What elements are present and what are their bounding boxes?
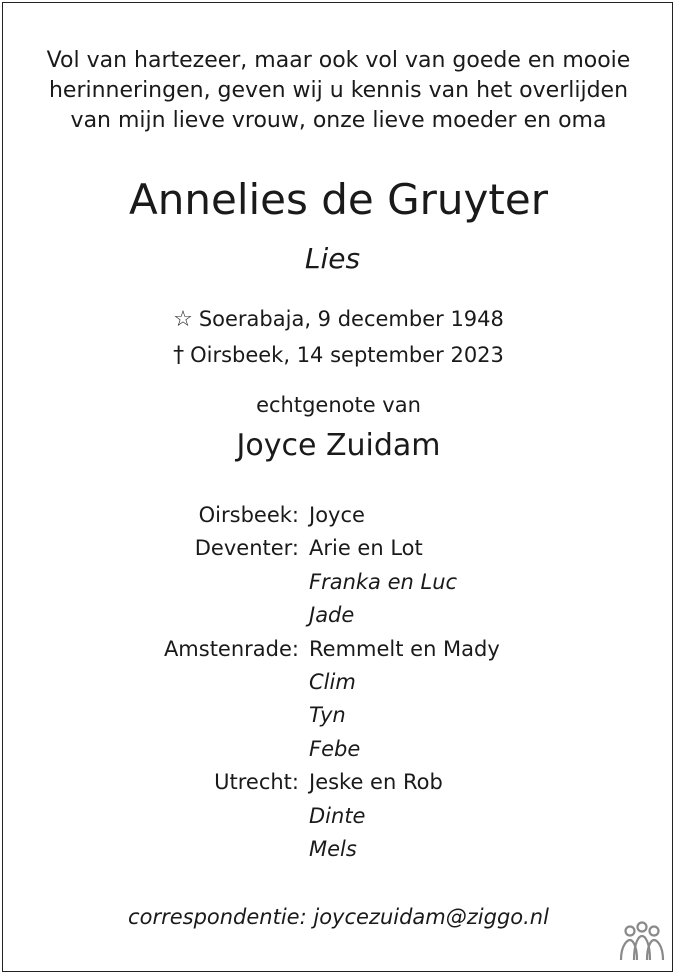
family-place: Oirsbeek: (198, 503, 299, 527)
deceased-nickname: Lies (304, 242, 361, 275)
spouse-intro: echtgenote van (256, 393, 421, 417)
family-member: Jade (309, 603, 355, 628)
family-place: Deventer: (194, 536, 299, 561)
family-list (0, 503, 677, 870)
family-row (0, 637, 677, 670)
family-member: Clim (309, 669, 356, 694)
family-row (0, 837, 677, 870)
family-row (0, 503, 677, 536)
family-row (0, 603, 677, 636)
family-member: Febe (309, 736, 361, 761)
intro-line: van mijn lieve vrouw, onze lieve moeder en oma (70, 108, 607, 133)
intro-text (0, 46, 677, 136)
death-text: Oirsbeek, 14 september 2023 (190, 343, 504, 367)
family-row (0, 670, 677, 703)
death-line (0, 343, 677, 368)
family-place: Utrecht: (214, 770, 299, 795)
family-row (0, 804, 677, 837)
family-member: Jeske en Rob (309, 770, 443, 795)
cross-icon: † (173, 343, 185, 368)
intro-line: herinneringen, geven wij u kennis van het overlijden (48, 78, 629, 103)
correspondence-line: correspondentie: joycezuidam@ziggo.nl (128, 905, 549, 929)
family-member: Remmelt en Mady (309, 636, 500, 661)
star-icon: ☆ (173, 307, 193, 332)
spouse-name: Joyce Zuidam (236, 428, 441, 463)
deceased-name: Annelies de Gruyter (129, 175, 548, 224)
family-member: Mels (309, 836, 357, 861)
family-place: Amstenrade: (163, 636, 299, 661)
family-row (0, 570, 677, 603)
family-member: Tyn (309, 703, 346, 728)
people-group-icon (618, 920, 666, 962)
family-row (0, 737, 677, 770)
family-member: Joyce (309, 503, 365, 527)
family-member: Arie en Lot (309, 536, 423, 561)
birth-text: Soerabaja, 9 december 1948 (198, 307, 504, 331)
family-member: Franka en Luc (309, 569, 458, 594)
birth-line (0, 307, 677, 332)
family-row (0, 703, 677, 736)
family-row (0, 770, 677, 803)
family-row (0, 536, 677, 569)
family-member: Dinte (309, 803, 366, 828)
intro-line: Vol van hartezeer, maar ook vol van goede en mooie (46, 48, 631, 73)
